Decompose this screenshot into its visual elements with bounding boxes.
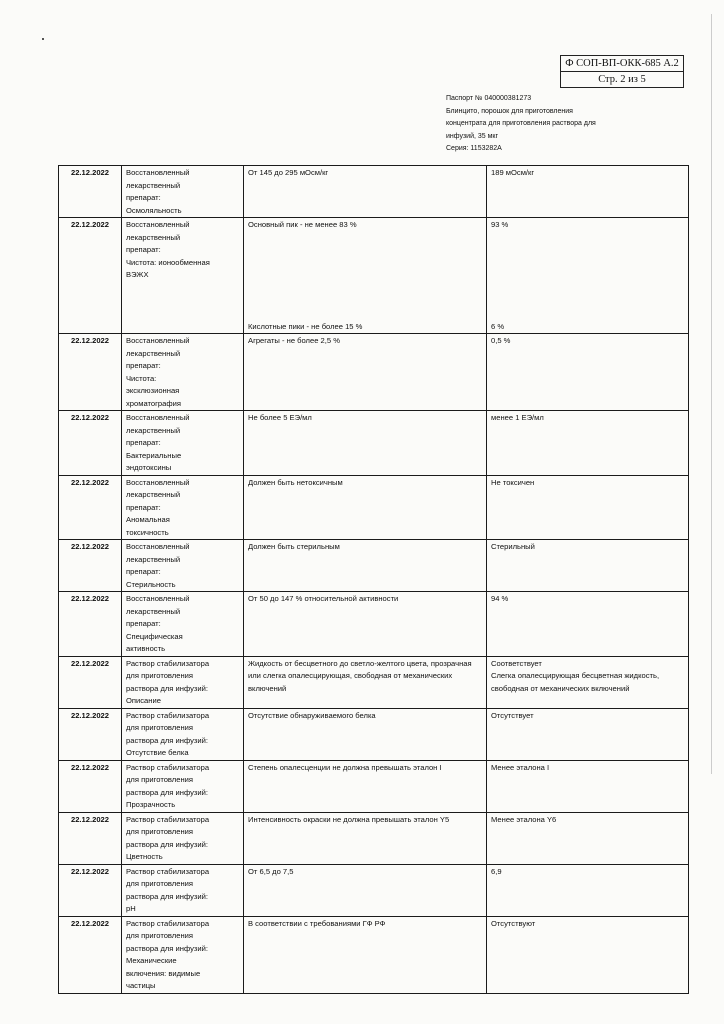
test-name-line: для приготовления (126, 879, 193, 888)
test-date: 22.12.2022 (59, 334, 122, 411)
test-name (122, 708, 244, 760)
spec-text-secondary: Кислотные пики - не более 15 % (248, 321, 363, 331)
spec-text: В соответствии с требованиями ГФ РФ (248, 918, 386, 928)
result-text: Отсутствует (491, 710, 534, 720)
specification (244, 708, 487, 760)
test-date: 22.12.2022 (59, 218, 122, 334)
test-date: 22.12.2022 (59, 656, 122, 708)
test-name-line: включения: видимые (126, 968, 201, 978)
test-name-line: Отсутствие белка (126, 748, 189, 757)
result (487, 864, 689, 916)
result-text: Менее эталона Y6 (491, 814, 557, 824)
test-name-line: препарат: (126, 361, 161, 370)
spec-text: Отсутствие обнаруживаемого белка (248, 710, 376, 720)
specification (244, 656, 487, 708)
test-name-line: лекарственный (126, 425, 181, 435)
spec-text: Основный пик - не менее 83 % (248, 220, 357, 229)
test-name-line: препарат: (126, 502, 161, 512)
test-name-line: Восстановленный (126, 594, 190, 603)
result (487, 656, 689, 708)
result-text-secondary: Слегка опалесцирующая бесцветная жидкость, свободная от механических включений (491, 671, 660, 693)
table-row (59, 166, 689, 218)
test-name-line: частицы (126, 981, 156, 990)
test-name (122, 475, 244, 540)
test-name-line: раствора для инфузий: (126, 839, 209, 849)
table-row (59, 708, 689, 760)
test-name-line: препарат: (126, 619, 161, 628)
test-name-line: Раствор стабилизатора (126, 710, 210, 720)
table-row (59, 475, 689, 540)
spec-text: Должен быть нетоксичным (248, 477, 343, 487)
test-name-line: Восстановленный (126, 413, 190, 422)
test-name-line: Описание (126, 696, 161, 705)
test-name-line: pH (126, 904, 136, 913)
test-name-line: Бактериальные (126, 450, 182, 460)
test-name-line: для приготовления (126, 723, 193, 732)
table-row (59, 540, 689, 592)
table-row (59, 916, 689, 993)
result (487, 218, 689, 334)
test-name-line: Специфическая (126, 631, 183, 641)
passport-number: Паспорт № 040000381273 (446, 95, 532, 102)
spec-text: От 6,5 до 7,5 (248, 866, 294, 876)
specification (244, 334, 487, 411)
test-name-line: Восстановленный (126, 220, 190, 229)
test-name (122, 760, 244, 812)
result (487, 540, 689, 592)
product-name-line-3: инфузий, 35 мкг (446, 132, 499, 140)
test-name-line: эксклюзионная (126, 386, 180, 395)
test-name-line: Механические (126, 956, 177, 965)
test-date: 22.12.2022 (59, 166, 122, 218)
test-date: 22.12.2022 (59, 540, 122, 592)
specification (244, 812, 487, 864)
specification (244, 218, 487, 334)
test-name (122, 218, 244, 334)
table-row (59, 592, 689, 657)
test-date: 22.12.2022 (59, 592, 122, 657)
test-name-line: Восстановленный (126, 477, 190, 487)
result (487, 812, 689, 864)
results-table-body (59, 166, 689, 994)
test-date: 22.12.2022 (59, 475, 122, 540)
test-name-line: раствора для инфузий: (126, 735, 209, 745)
result-text: Соответствует (491, 658, 542, 668)
test-name-line: для приготовления (126, 775, 193, 784)
test-name-line: ВЭЖХ (126, 270, 149, 279)
document-code: Ф СОП-ВП-ОКК-685 А.2 (565, 58, 679, 69)
spec-text: Интенсивность окраски не должна превышать эталон Y5 (248, 814, 450, 824)
test-name-line: Раствор стабилизатора (126, 918, 210, 928)
result-text: 6,9 (491, 866, 502, 876)
table-row (59, 218, 689, 334)
result-text: 94 % (491, 594, 509, 603)
test-name (122, 592, 244, 657)
test-name (122, 864, 244, 916)
result (487, 708, 689, 760)
test-name-line: эндотоксины (126, 463, 172, 472)
scan-edge-line (711, 14, 712, 774)
specification (244, 540, 487, 592)
passport-info (446, 93, 656, 156)
table-row (59, 411, 689, 476)
spec-text: Должен быть стерильным (248, 542, 340, 551)
result-text: 93 % (491, 220, 509, 229)
test-name (122, 916, 244, 993)
table-row (59, 760, 689, 812)
test-name-line: Цветность (126, 852, 163, 861)
test-name-line: для приготовления (126, 827, 193, 836)
test-name-line: раствора для инфузий: (126, 683, 209, 693)
test-name-line: лекарственный (126, 180, 181, 190)
spec-text: Степень опалесценции не должна превышать эталон I (248, 762, 442, 772)
batch-number: Серия: 1153282А (446, 145, 502, 152)
test-name-line: Раствор стабилизатора (126, 658, 210, 668)
result (487, 411, 689, 476)
test-name-line: лекарственный (126, 606, 181, 616)
test-name-line: Прозрачность (126, 800, 176, 809)
specification (244, 760, 487, 812)
result-text: менее 1 ЕЭ/мл (491, 413, 544, 422)
test-name-line: Раствор стабилизатора (126, 762, 210, 772)
test-name-line: Чистота: ионообменная (126, 257, 210, 267)
spec-text: От 50 до 147 % относительной активности (248, 594, 399, 603)
result-text: Менее эталона I (491, 762, 550, 772)
result (487, 916, 689, 993)
result (487, 166, 689, 218)
specification (244, 411, 487, 476)
spec-text: Не более 5 ЕЭ/мл (248, 413, 312, 422)
test-name-line: Восстановленный (126, 168, 190, 177)
test-name-line: Раствор стабилизатора (126, 866, 210, 876)
specification (244, 592, 487, 657)
product-name-line-2: концентрата для приготовления раствора для (446, 120, 596, 127)
spec-text: От 145 до 295 мОсм/кг (248, 168, 329, 177)
result-text: 189 мОсм/кг (491, 168, 535, 177)
test-name-line: раствора для инфузий: (126, 787, 209, 797)
test-name-line: для приготовления (126, 931, 193, 940)
test-name-line: Аномальная (126, 515, 170, 524)
test-name (122, 334, 244, 411)
result-text: 0,5 % (491, 336, 511, 345)
result-text: Отсутствуют (491, 918, 536, 928)
spec-text: Жидкость от бесцветного до светло-желтого цвета, прозрачная или слегка опалесцирующая, свободная от механических включений (248, 658, 472, 693)
test-name-line: Стерильность (126, 579, 176, 589)
spec-text: Агрегаты - не более 2,5 % (248, 336, 340, 345)
result (487, 592, 689, 657)
test-name-line: лекарственный (126, 348, 181, 358)
test-name-line: препарат: (126, 438, 161, 447)
test-name (122, 166, 244, 218)
specification (244, 864, 487, 916)
test-name-line: Раствор стабилизатора (126, 814, 210, 824)
test-date: 22.12.2022 (59, 916, 122, 993)
test-name-line: раствора для инфузий: (126, 943, 209, 953)
result-text: Стерильный (491, 542, 535, 551)
test-date: 22.12.2022 (59, 411, 122, 476)
test-name-line: препарат: (126, 567, 161, 576)
page-number: Стр. 2 из 5 (561, 71, 683, 87)
test-name-line: Восстановленный (126, 542, 190, 551)
specification (244, 475, 487, 540)
scan-speck (42, 38, 44, 40)
table-row (59, 334, 689, 411)
result (487, 334, 689, 411)
table-row (59, 656, 689, 708)
test-name-line: лекарственный (126, 232, 181, 242)
product-name-line-1: Блинцито, порошок для приготовления (446, 107, 573, 115)
results-table (58, 165, 689, 994)
result-text-secondary: 6 % (491, 321, 505, 331)
result (487, 475, 689, 540)
test-name-line: лекарственный (126, 554, 181, 564)
test-name-line: Чистота: (126, 373, 157, 383)
test-name-line: препарат: (126, 193, 161, 202)
test-name-line: лекарственный (126, 490, 181, 499)
test-name-line: Осмоляльность (126, 205, 182, 215)
document-code-box (560, 55, 684, 88)
specification (244, 916, 487, 993)
test-date: 22.12.2022 (59, 812, 122, 864)
test-name (122, 411, 244, 476)
test-name-line: раствора для инфузий: (126, 891, 209, 901)
result-text: Не токсичен (491, 477, 535, 487)
test-date: 22.12.2022 (59, 708, 122, 760)
result (487, 760, 689, 812)
test-name-line: токсичность (126, 527, 169, 537)
table-row (59, 864, 689, 916)
test-name-line: для приготовления (126, 671, 193, 680)
test-name (122, 812, 244, 864)
test-name-line: активность (126, 644, 166, 653)
test-date: 22.12.2022 (59, 760, 122, 812)
test-name (122, 656, 244, 708)
table-row (59, 812, 689, 864)
test-name-line: Восстановленный (126, 336, 190, 345)
test-name-line: хроматография (126, 398, 181, 408)
test-name-line: препарат: (126, 245, 161, 254)
test-date: 22.12.2022 (59, 864, 122, 916)
specification (244, 166, 487, 218)
test-name (122, 540, 244, 592)
